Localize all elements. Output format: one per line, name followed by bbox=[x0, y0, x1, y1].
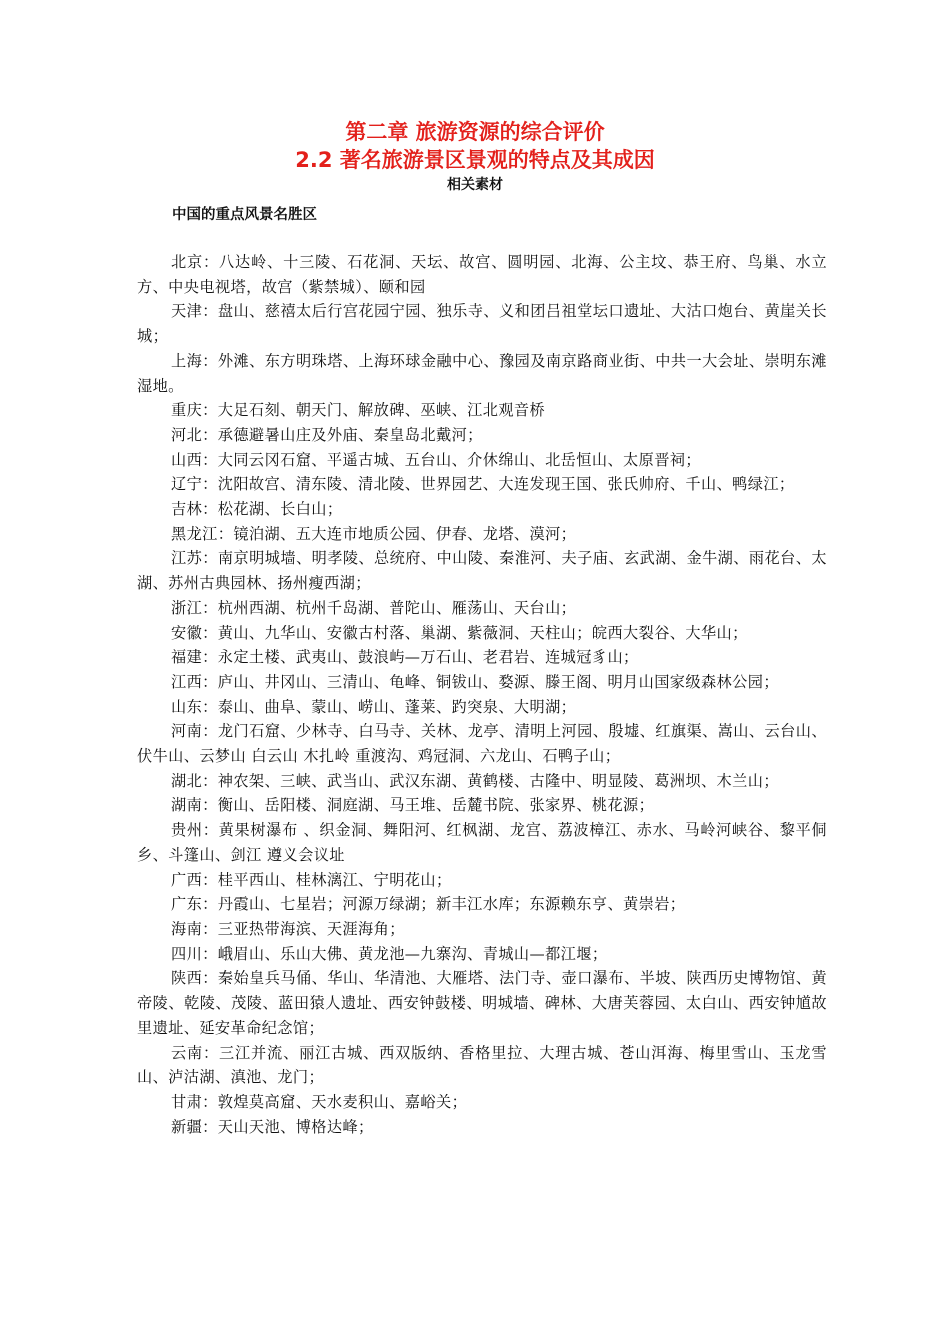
region-entry: 广东：丹霞山、七星岩；河源万绿湖；新丰江水库；东源赖东亨、黄崇岩； bbox=[171, 895, 686, 914]
region-entry: 河北：承德避暑山庄及外庙、秦皇岛北戴河； bbox=[171, 425, 483, 444]
chapter-title: 第二章 旅游资源的综合评价 bbox=[345, 120, 605, 144]
title-block bbox=[0, 118, 950, 196]
region-entry: 辽宁：沈阳故宫、清东陵、清北陵、世界园艺、大连发现王国、张氏帅府、千山、鸭绿江； bbox=[171, 475, 795, 494]
region-entry: 海南：三亚热带海滨、天涯海角； bbox=[171, 919, 405, 938]
region-entry: 湖南：衡山、岳阳楼、洞庭湖、马王堆、岳麓书院、张家界、桃花源； bbox=[171, 796, 655, 815]
region-entry: 天津：盘山、慈禧太后行宫花园宁园、独乐寺、义和团吕祖堂坛口遗址、大沽口炮台、黄崖关长城； bbox=[137, 302, 827, 346]
region-entry: 安徽：黄山、九华山、安徽古村落、巢湖、紫薇洞、天柱山；皖西大裂谷、大华山； bbox=[171, 623, 748, 642]
region-entry: 湖北：神农架、三峡、武当山、武汉东湖、黄鹤楼、古隆中、明显陵、葛洲坝、木兰山； bbox=[171, 771, 779, 790]
region-entry: 甘肃：敦煌莫高窟、天水麦积山、嘉峪关； bbox=[171, 1092, 468, 1111]
region-entry: 广西：桂平西山、桂林漓江、宁明花山； bbox=[171, 870, 452, 889]
region-entry: 山东：泰山、曲阜、蒙山、崂山、蓬莱、趵突泉、大明湖； bbox=[171, 697, 577, 716]
section-heading: 中国的重点风景名胜区 bbox=[172, 207, 317, 223]
region-entry: 上海：外滩、东方明珠塔、上海环球金融中心、豫园及南京路商业街、中共一大会址、崇明东滩湿地。 bbox=[137, 351, 827, 395]
region-entry: 吉林：松花湖、长白山； bbox=[171, 500, 343, 519]
region-entry: 云南：三江并流、丽江古城、西双版纳、香格里拉、大理古城、苍山洱海、梅里雪山、玉龙雪山、泸沽湖、滇池、龙门； bbox=[137, 1043, 827, 1087]
region-entry: 北京：八达岭、十三陵、石花洞、天坛、故宫、圆明园、北海、公主坟、恭王府、鸟巢、水立方、中央电视塔，故宫（紫禁城）、颐和园 bbox=[137, 253, 827, 296]
region-entry: 江西：庐山、井冈山、三清山、龟峰、铜钹山、婺源、滕王阁、明月山国家级森林公园； bbox=[171, 672, 779, 691]
region-entry: 福建：永定土楼、武夷山、鼓浪屿—万石山、老君岩、连城冠豸山； bbox=[171, 648, 639, 667]
region-entry: 山西：大同云冈石窟、平遥古城、五台山、介休绵山、北岳恒山、太原晋祠； bbox=[171, 450, 701, 469]
region-entry: 贵州：黄果树瀑布 、织金洞、舞阳河、红枫湖、龙宫、荔波樟江、赤水、马岭河峡谷、黎平侗乡、斗篷山、剑江 遵义会议址 bbox=[137, 821, 827, 864]
region-entry: 重庆：大足石刻、朝天门、解放碑、巫峡、江北观音桥 bbox=[171, 401, 546, 420]
scenic-area-list bbox=[137, 250, 827, 1139]
subtitle: 相关素材 bbox=[447, 177, 503, 193]
region-entry: 陕西：秦始皇兵马俑、华山、华清池、大雁塔、法门寺、壶口瀑布、半坡、陕西历史博物馆、黄帝陵、乾陵、茂陵、蓝田猿人遗址、西安钟鼓楼、明城墙、碑林、大唐芙蓉园、太白山、西安钟馗故里遗址、延安革命纪念馆； bbox=[137, 969, 827, 1037]
region-entry: 四川：峨眉山、乐山大佛、黄龙池—九寨沟、青城山—都江堰； bbox=[171, 944, 608, 963]
region-entry: 黑龙江：镜泊湖、五大连市地质公园、伊春、龙塔、漠河； bbox=[171, 524, 577, 543]
region-entry: 河南：龙门石窟、少林寺、白马寺、关林、龙亭、清明上河园、殷墟、红旗渠、嵩山、云台山、伏牛山、云梦山 白云山 木扎岭 重渡沟、鸡冠洞、六龙山、石鸭子山； bbox=[137, 722, 827, 766]
region-entry: 新疆：天山天池、博格达峰； bbox=[171, 1117, 374, 1136]
region-entry: 浙江：杭州西湖、杭州千岛湖、普陀山、雁荡山、天台山； bbox=[171, 598, 577, 617]
region-entry: 江苏：南京明城墙、明孝陵、总统府、中山陵、秦淮河、夫子庙、玄武湖、金牛湖、雨花台、太湖、苏州古典园林、扬州瘦西湖； bbox=[137, 549, 827, 593]
section-title: 2.2 著名旅游景区景观的特点及其成因 bbox=[295, 148, 655, 172]
